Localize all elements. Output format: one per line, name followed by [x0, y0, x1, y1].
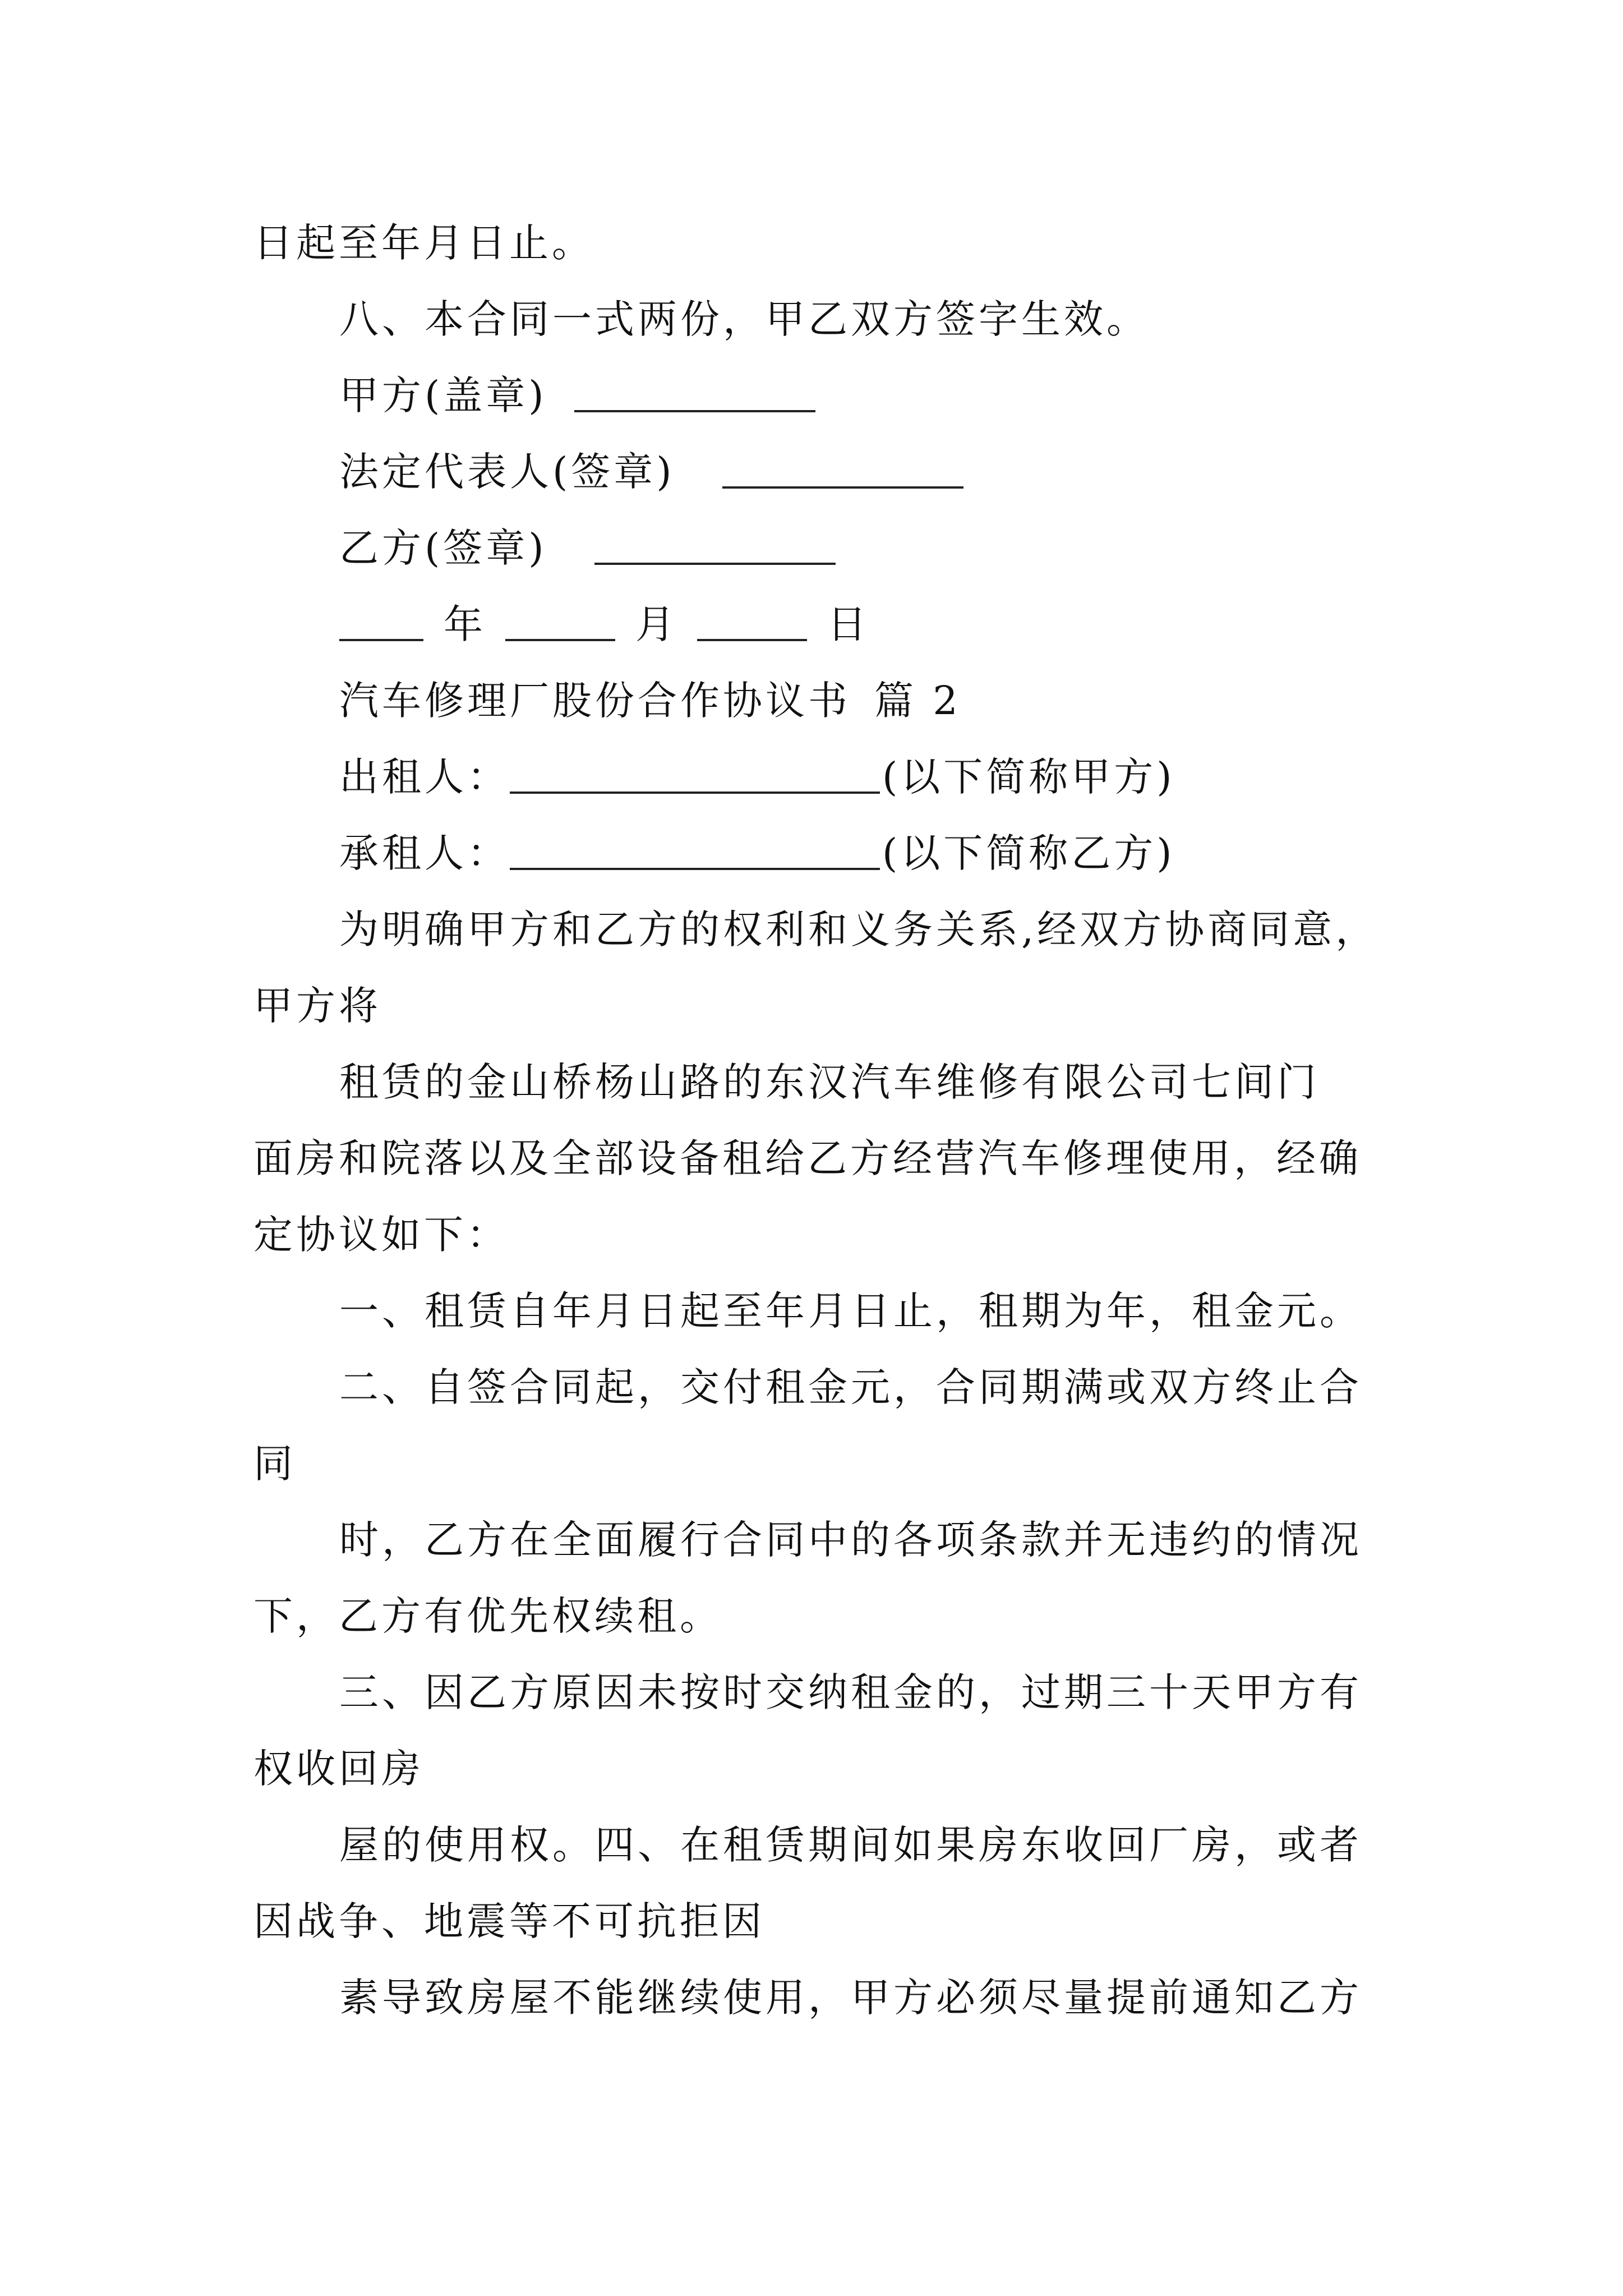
section-heading	[339, 678, 961, 724]
party-b-sign-blank	[594, 532, 836, 565]
legal-rep-sign-blank	[722, 456, 963, 489]
lessor-label: 出租人：	[339, 754, 510, 800]
party-a-seal-blank	[574, 380, 815, 412]
text-line: 同	[253, 1441, 296, 1487]
lessor-suffix: (以下简称甲方)	[882, 754, 1175, 800]
text-line: 面房和院落以及全部设备租给乙方经营汽车修理使用，经确	[253, 1135, 1362, 1181]
party-a-seal-label: 甲方(盖章)	[339, 372, 547, 418]
text-line: 为明确甲方和乙方的权利和义务关系,经双方协商同意，	[339, 907, 1378, 953]
lessor-blank	[510, 761, 880, 794]
year-label: 年	[444, 601, 486, 647]
text-line: 时，乙方在全面履行合同中的各项条款并无违约的情况	[339, 1517, 1362, 1563]
text-line: 甲方将	[253, 983, 381, 1029]
lessee-suffix: (以下简称乙方)	[882, 830, 1175, 876]
date-line	[339, 601, 870, 647]
section-number: 篇 2	[874, 678, 961, 724]
text-line: 屋的使用权。四、在租赁期间如果房东收回厂房，或者	[339, 1822, 1362, 1868]
text-line: 一、租赁自年月日起至年月日止，租期为年，租金元。	[339, 1288, 1362, 1334]
year-blank	[339, 609, 423, 641]
month-label: 月	[635, 601, 678, 647]
lessor-line	[339, 754, 1175, 800]
lessee-blank	[510, 838, 880, 870]
lessee-label: 承租人：	[339, 830, 510, 876]
party-b-sign-label: 乙方(签章)	[339, 525, 547, 571]
text-line: 定协议如下：	[253, 1212, 509, 1258]
party-a-seal-line	[339, 372, 815, 418]
text-line: 二、自签合同起，交付租金元，合同期满或双方终止合	[339, 1364, 1362, 1410]
text-line: 因战争、地震等不可抗拒因	[253, 1898, 765, 1944]
month-blank	[505, 609, 615, 641]
text-line: 三、因乙方原因未按时交纳租金的，过期三十天甲方有	[339, 1669, 1362, 1715]
text-line: 租赁的金山桥杨山路的东汉汽车维修有限公司七间门	[339, 1059, 1320, 1105]
text-line: 权收回房	[253, 1746, 424, 1792]
day-blank	[697, 609, 807, 641]
party-b-sign-line	[339, 525, 836, 571]
text-line: 下，乙方有优先权续租。	[253, 1593, 722, 1639]
legal-rep-sign-line	[339, 449, 963, 495]
lessee-line	[339, 830, 1175, 876]
text-line: 素导致房屋不能继续使用，甲方必须尽量提前通知乙方	[339, 1975, 1362, 2021]
text-line: 八、本合同一式两份，甲乙双方签字生效。	[339, 296, 1149, 342]
legal-rep-sign-label: 法定代表人(签章)	[339, 449, 675, 495]
section-title: 汽车修理厂股份合作协议书	[339, 678, 851, 724]
day-label: 日	[827, 601, 870, 647]
text-line: 日起至年月日止。	[253, 220, 594, 266]
